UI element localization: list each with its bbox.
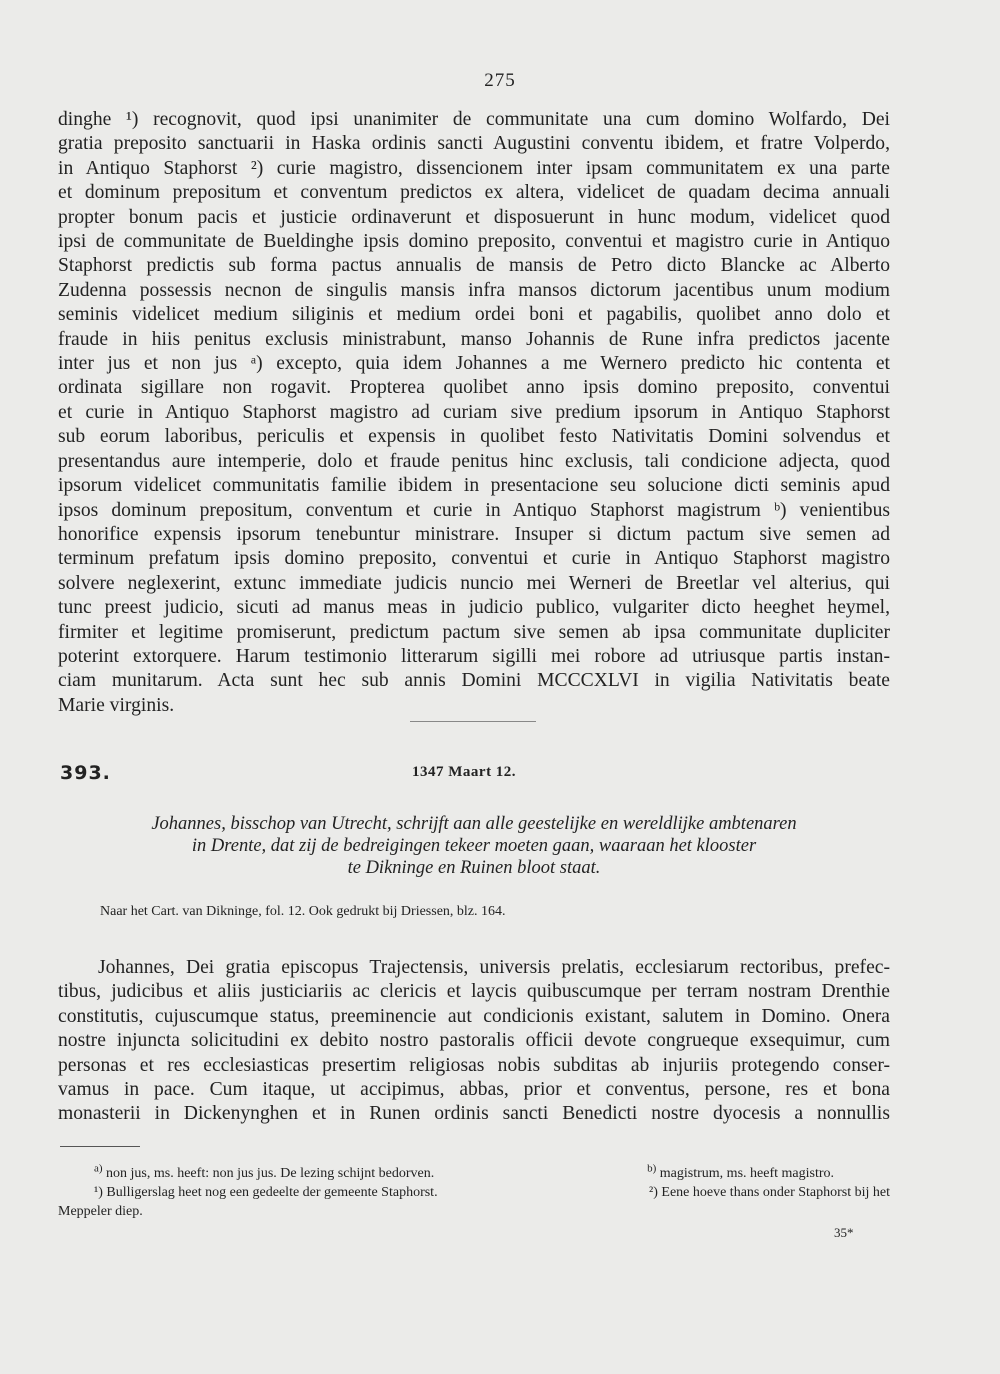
footnote-rule	[60, 1146, 140, 1147]
footnote-text: Eene hoeve thans onder Staphorst bij het	[661, 1185, 890, 1200]
text-line: ciam munitarum. Acta sunt hec sub annis Domini MCCCXLVI in vigilia Nativitatis beate	[58, 670, 890, 692]
footnote-2	[649, 1183, 890, 1202]
document-date: 1347 Maart 12.	[412, 764, 517, 780]
text-line: presentandus aure intemperie, dolo et fraude penitus hinc exclusis, tali condicione adjecta, quod	[58, 450, 890, 472]
text-line: Zudenna possessis necnon de singulis mansis infra mansos dictorum jacentibus unum modium	[58, 279, 890, 301]
footnote-text: non jus, ms. heeft: non jus jus. De lezing schijnt bedorven.	[106, 1166, 435, 1181]
text-line: fraude in hiis penitus exclusis ministrabunt, manso Johannis de Rune infra predictos jacente	[58, 328, 890, 350]
text-line: tunc preest judicio, sicuti ad manus meas in judicio publico, vulgariter dicto heeghet heymel,	[58, 597, 890, 619]
text-line: solvere neglexerint, extunc immediate judicis nuncio mei Werneri de Breetlar vel alterius, qui	[58, 572, 890, 594]
footnote-1	[58, 1183, 438, 1202]
summary-line: te Dikninge en Ruinen bloot staat.	[347, 858, 601, 878]
text-line: in Antiquo Staphorst ²) curie magistro, dissencionem inter ipsam communitatem ex una parte	[58, 157, 890, 179]
text-line: dinghe ¹) recognovit, quod ipsi unanimiter de communitate una cum domino Wolfardo, Dei	[58, 109, 890, 130]
text-line: vamus in pace. Cum itaque, ut accipimus, abbas, prior et conventus, persone, res et bona	[58, 1079, 890, 1101]
document-summary	[58, 813, 890, 879]
text-line: inter jus et non jus ᵃ) excepto, quia idem Johannes a me Wernero predicto hic contenta et	[58, 353, 890, 375]
text-line: nostre injuncta solicitudini ex debito nostro pastoralis officii devote congrueque exsequimur, cum	[58, 1030, 890, 1052]
summary-line: Johannes, bisschop van Utrecht, schrijft aan alle geestelijke en wereldlijke ambtenaren	[151, 814, 797, 834]
footnote-row	[58, 1183, 890, 1202]
text-line: Marie virginis.	[58, 694, 175, 716]
continued-charter-text	[58, 108, 890, 718]
text-line: sub eorum laboribus, periculis et expensis in quolibet festo Nativitatis Domini solvendus et	[58, 426, 890, 448]
text-line: ipsi de communitate de Bueldinghe ipsis domino preposito, conventui et magistro curie in Antiquo	[58, 231, 890, 253]
text-line: et curie in Antiquo Staphorst magistro ad curiam sive predium ipsorum in Antiquo Staphorst	[58, 401, 890, 423]
footnote-text: magistrum, ms. heeft magistro.	[659, 1166, 834, 1181]
footnote-text: Bulligerslag heet nog een gedeelte der gemeente Staphorst.	[106, 1185, 438, 1200]
text-line: honorifice expensis ipsorum tenebuntur ministrare. Insuper si dictum pactum sive semen ad	[58, 523, 890, 545]
footnote-marker: ¹)	[94, 1185, 103, 1200]
text-line: ipsos dominum prepositum, conventum et curie in Antiquo Staphorst magistrum ᵇ) venientibus	[58, 499, 890, 521]
document-number: 393.	[60, 762, 111, 784]
text-line: Johannes, Dei gratia episcopus Trajectensis, universis prelatis, ecclesiarum rectoribus, prefec-	[98, 957, 890, 978]
text-line: personas et res ecclesiasticas presertim religiosas nobis subditas ab injuriis protegendo conser-	[58, 1054, 890, 1076]
footnote-marker: ²)	[649, 1185, 658, 1200]
footnotes	[58, 1164, 890, 1221]
text-line: Staphorst predictis sub forma pactus annualis de mansis de Petro dicto Blancke ac Alberto	[58, 255, 890, 277]
footnote-marker: b)	[647, 1162, 657, 1175]
text-line: seminis videlicet medium siliginis et medium ordei boni et pagabilis, quolibet anno dolo et	[58, 304, 890, 326]
footnote-marker: a)	[94, 1162, 103, 1175]
text-line: tibus, judicibus et aliis justiciariis ac clericis et laycis quibuscumque per terram nostram Drenthie	[58, 981, 890, 1003]
text-line: firmiter et legitime promiserunt, predictum pactum sive semen ab ipsa communitate dupliciter	[58, 621, 890, 643]
section-divider	[410, 721, 536, 722]
text-line: poterint extorquere. Harum testimonio litterarum sigilli mei robore ad utriusque partis instan-	[58, 645, 890, 667]
charter-text	[58, 956, 890, 1127]
footnote-2-continuation: Meppeler diep.	[58, 1204, 143, 1219]
text-line: monasterii in Dickenynghen et in Runen ordinis sancti Benedicti nostre dyocesis a nonnullis	[58, 1103, 890, 1125]
text-line: gratia preposito sanctuarii in Haska ordinis sancti Augustini conventu ibidem, et fratre Volperdo,	[58, 133, 890, 155]
source-note: Naar het Cart. van Dikninge, fol. 12. Ook gedrukt bij Driessen, blz. 164.	[100, 904, 506, 919]
text-line: constitutis, cujuscumque status, preeminencie aut condicionis existant, salutem in Domino. Onera	[58, 1005, 890, 1027]
summary-line: in Drente, dat zij de bedreigingen tekeer moeten gaan, waaraan het klooster	[191, 836, 757, 856]
page-number: 275	[484, 70, 516, 91]
printer-signature: 35*	[834, 1225, 854, 1240]
text-line: ipsorum videlicet communitatis familie ibidem in presentacione seu solucione dicti seminis apud	[58, 475, 890, 497]
text-line: terminum prefatum ipsis domino preposito, conventui et curie in Antiquo Staphorst magistro	[58, 548, 890, 570]
footnote-a	[58, 1164, 434, 1183]
text-line: propter bonum pacis et justicie ordinaverunt et disposuerunt in hunc modum, videlicet quod	[58, 206, 890, 228]
text-line: ordinata sigillare non rogavit. Propterea quolibet anno ipsis domino preposito, conventui	[58, 377, 890, 399]
footnote-b	[647, 1164, 890, 1183]
footnote-row	[58, 1164, 890, 1183]
text-line: et dominum prepositum et conventum predictos ex altera, videlicet de quadam decima annuali	[58, 182, 890, 204]
